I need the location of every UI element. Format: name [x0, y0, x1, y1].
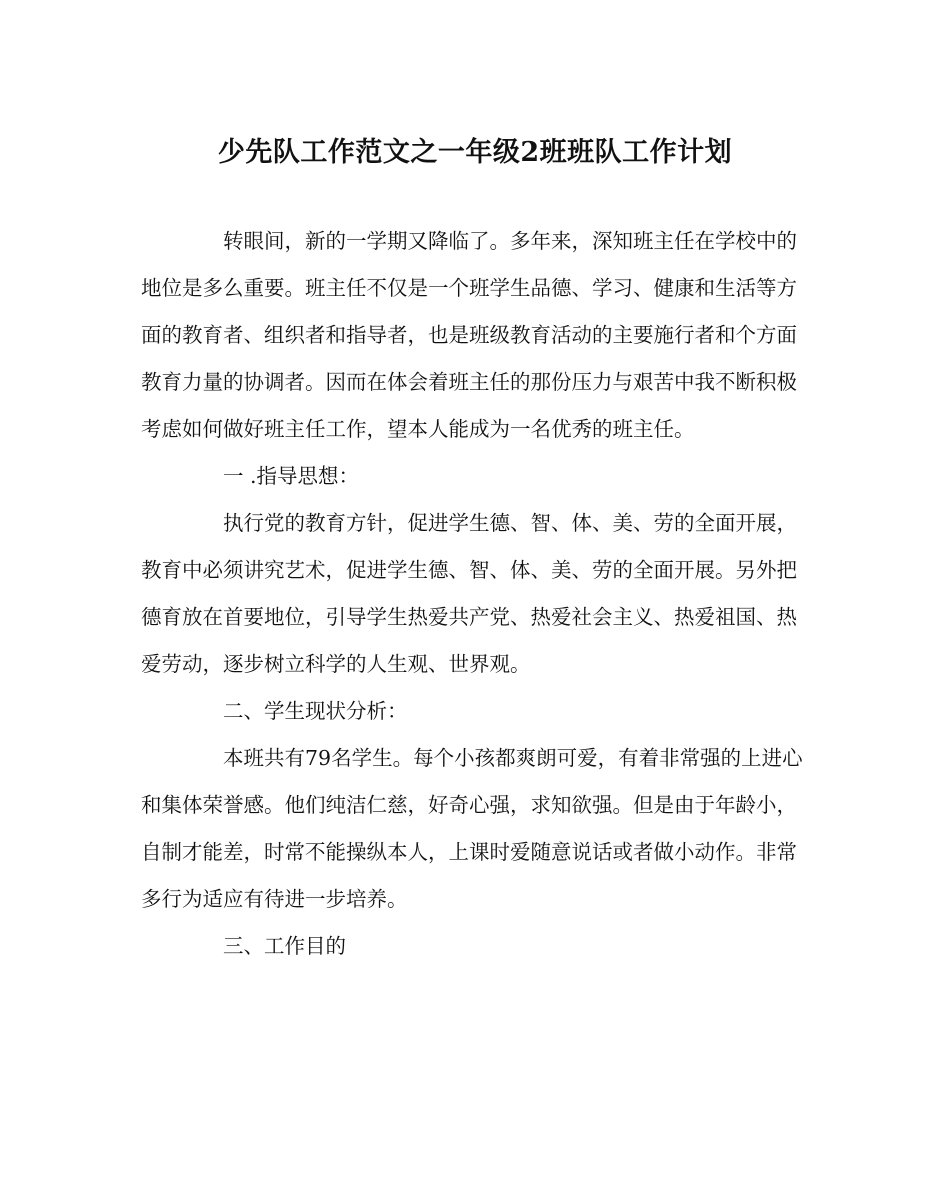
document-title: 少先队工作范文之一年级2班班队工作计划	[217, 137, 733, 168]
section-heading-work-goals: 三、工作目的	[223, 934, 346, 958]
student-analysis-paragraph: 本班共有79名学生。每个小孩都爽朗可爱，有着非常强的上进心和集体荣誉感。他们纯洁仁慈，好奇心强，求知欲强。但是由于年龄小，自制才能差，时常不能操纵本人，上课时爱随意说话或者做小动作。非常多行为适应有待进一步培养。	[141, 746, 803, 911]
document-body	[141, 218, 811, 970]
section-heading-student-analysis: 二、学生现状分析：	[223, 699, 408, 723]
guiding-ideology-paragraph: 执行党的教育方针，促进学生德、智、体、美、劳的全面开展，教育中必须讲究艺术，促进学生德、智、体、美、劳的全面开展。另外把德育放在首要地位，引导学生热爱共产党、热爱社会主义、热爱祖国、热爱劳动，逐步树立科学的人生观、世界观。	[141, 511, 797, 676]
intro-paragraph: 转眼间，新的一学期又降临了。多年来，深知班主任在学校中的地位是多么重要。班主任不仅是一个班学生品德、学习、健康和生活等方面的教育者、组织者和指导者，也是班级教育活动的主要施行者和个方面教育力量的协调者。因而在体会着班主任的那份压力与艰苦中我不断积极考虑如何做好班主任工作，望本人能成为一名优秀的班主任。	[141, 229, 797, 441]
section-heading-guiding-ideology: 一 .指导思想：	[223, 464, 360, 488]
